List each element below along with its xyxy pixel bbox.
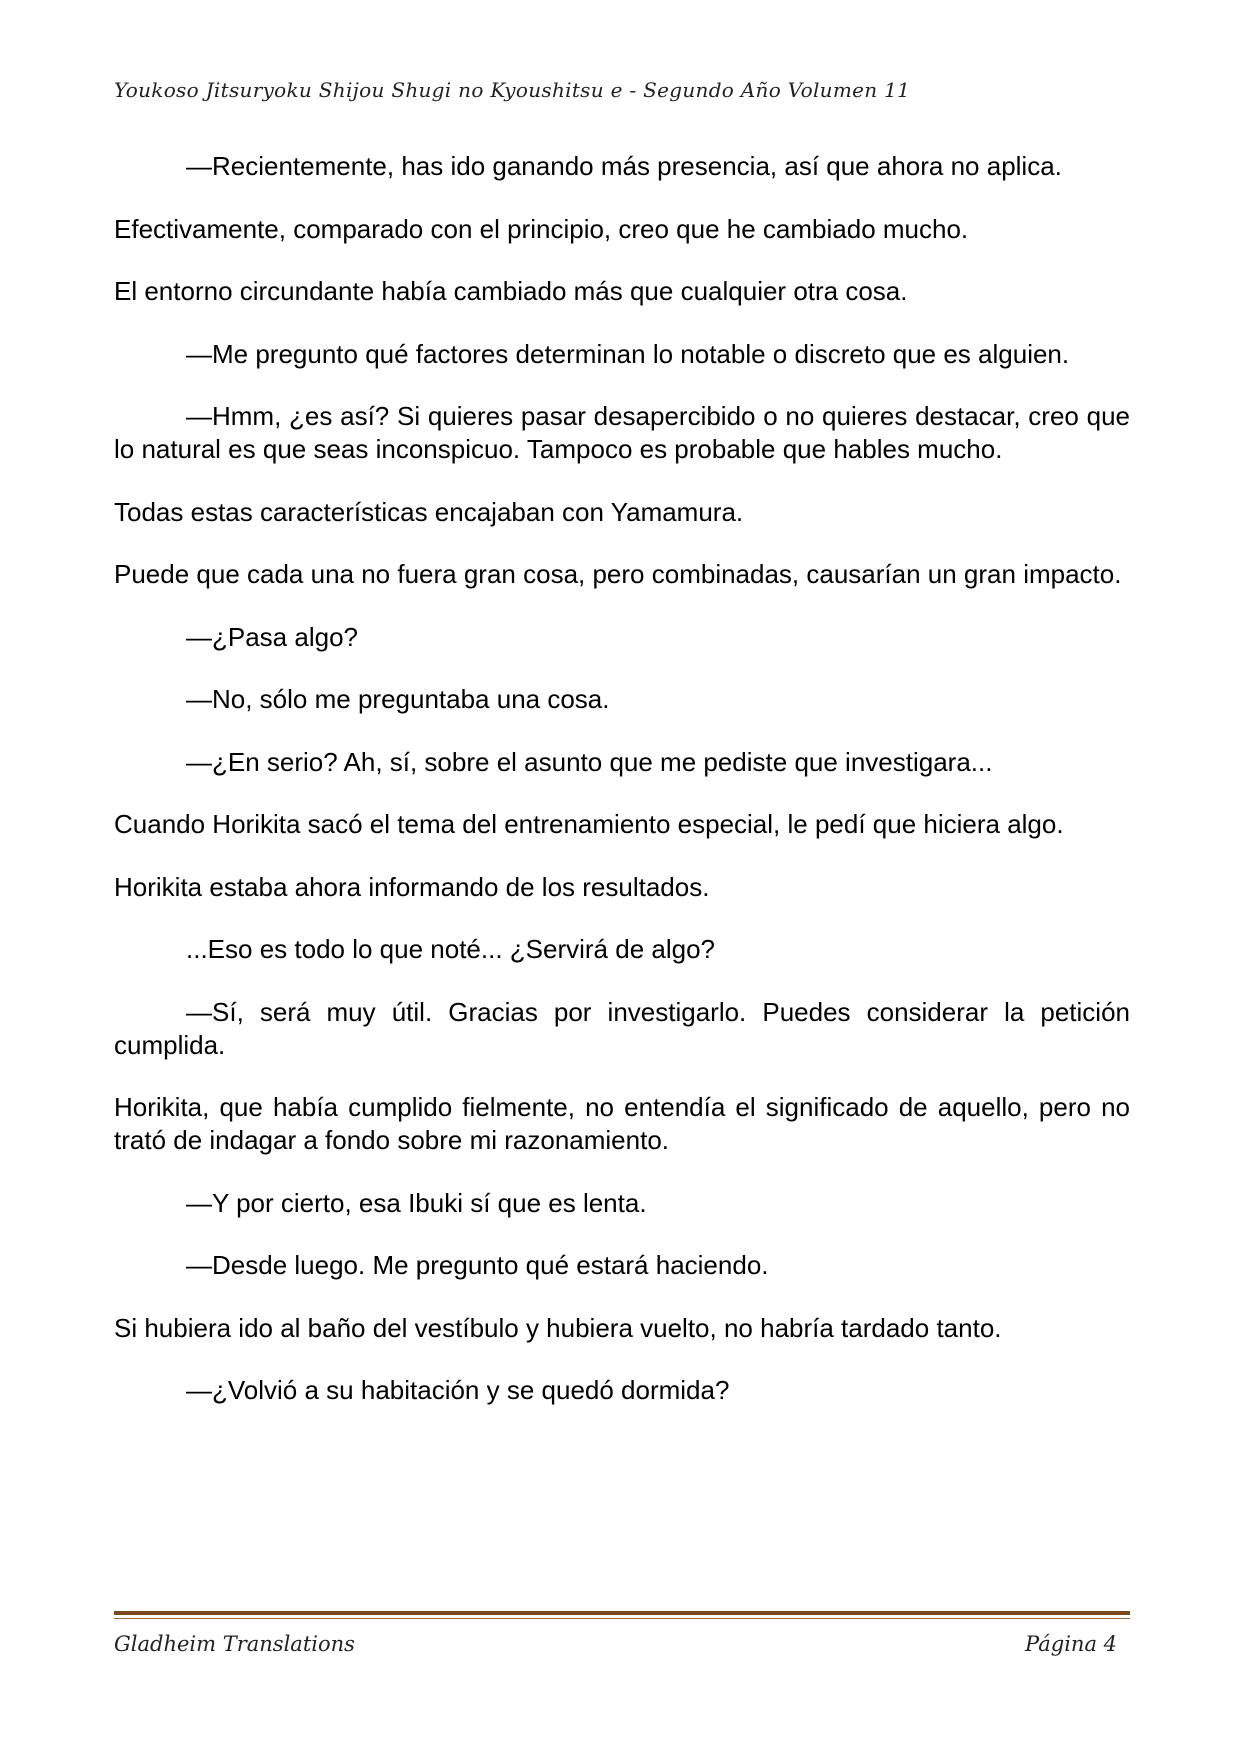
paragraph-10: —¿En serio? Ah, sí, sobre el asunto que me pediste que investigara... <box>186 746 993 777</box>
paragraph-17: —Desde luego. Me pregunto qué estará haciendo. <box>186 1250 769 1280</box>
paragraph-11: Cuando Horikita sacó el tema del entrenamiento especial, le pedí que hiciera algo. <box>114 809 1064 839</box>
running-header: Youkoso Jitsuryoku Shijou Shugi no Kyoushitsu e - Segundo Año Volumen 11 <box>114 78 911 102</box>
paragraph-8: —¿Pasa algo? <box>186 621 358 652</box>
page-number: Página 4 <box>1025 1632 1117 1656</box>
footer-rule-secondary <box>114 1618 1130 1619</box>
paragraph-13: ...Eso es todo lo que noté... ¿Servirá de algo? <box>186 934 715 964</box>
paragraph-19: —¿Volvió a su habitación y se quedó dormida? <box>186 1375 730 1405</box>
paragraph-12: Horikita estaba ahora informando de los resultados. <box>114 871 710 902</box>
paragraph-6: Todas estas características encajaban con Yamamura. <box>114 496 744 527</box>
paragraph-7: Puede que cada una no fuera gran cosa, pero combinadas, causarían un gran impacto. <box>114 559 1122 589</box>
footer-rule <box>114 1611 1130 1615</box>
paragraph-1: —Recientemente, has ido ganando más presencia, así que ahora no aplica. <box>186 151 1062 181</box>
paragraph-9: —No, sólo me preguntaba una cosa. <box>186 684 610 714</box>
paragraph-18: Si hubiera ido al baño del vestíbulo y hubiera vuelto, no habría tardado tanto. <box>114 1312 1002 1343</box>
body-text <box>114 150 1130 1437</box>
paragraph-15: Horikita, que había cumplido fielmente, no entendía el significado de aquello, pero no trató de indagar a fondo sobre mi razonamiento. <box>114 1092 1130 1155</box>
paragraph-16: —Y por cierto, esa Ibuki sí que es lenta. <box>186 1187 647 1218</box>
paragraph-4: —Me pregunto qué factores determinan lo notable o discreto que es alguien. <box>186 338 1070 369</box>
paragraph-14: —Sí, será muy útil. Gracias por investigarlo. Puedes considerar la petición cumplida. <box>114 996 1130 1060</box>
footer-credit: Gladheim Translations <box>114 1632 355 1656</box>
paragraph-5: —Hmm, ¿es así? Si quieres pasar desapercibido o no quieres destacar, creo que lo natural es que seas inconspicuo. Tampoco es probable que hables mucho. <box>114 401 1130 464</box>
paragraph-3: El entorno circundante había cambiado más que cualquier otra cosa. <box>114 276 908 306</box>
paragraph-2: Efectivamente, comparado con el principio, creo que he cambiado mucho. <box>114 213 969 244</box>
